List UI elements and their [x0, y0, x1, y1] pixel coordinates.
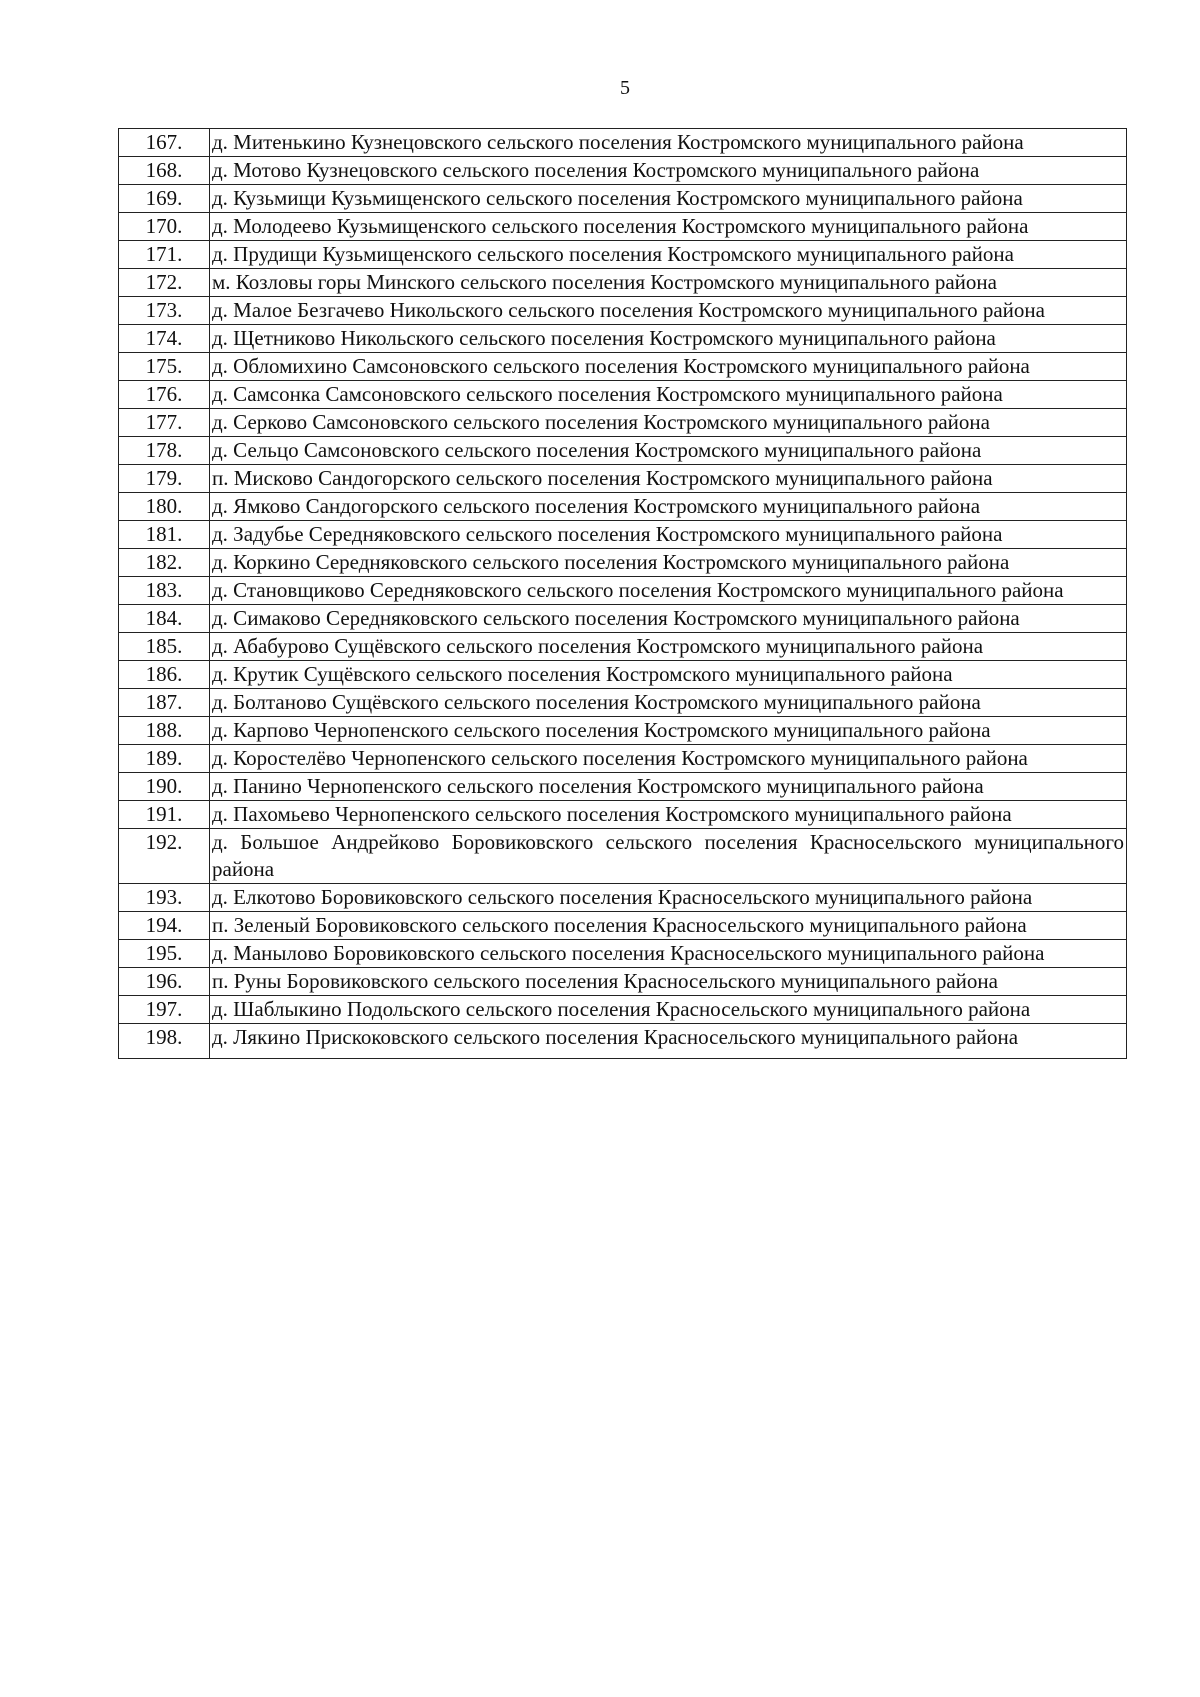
table-row: [119, 689, 1127, 717]
table-row: [119, 661, 1127, 689]
table-row: [119, 605, 1127, 633]
table-row: [119, 493, 1127, 521]
row-number-cell: 180.: [119, 493, 210, 521]
table-row: [119, 185, 1127, 213]
settlement-name-cell: д. Симаково Середняковского сельского поселения Костромского муниципального района: [210, 605, 1127, 633]
row-number-cell: 189.: [119, 745, 210, 773]
page-number: 5: [620, 77, 630, 99]
row-number-cell: 191.: [119, 801, 210, 829]
settlement-name-cell: д. Панино Чернопенского сельского поселения Костромского муниципального района: [210, 773, 1127, 801]
table-row: [119, 549, 1127, 577]
table-row: [119, 269, 1127, 297]
settlements-table: [118, 128, 1127, 1059]
row-number-cell: 184.: [119, 605, 210, 633]
table-row: [119, 940, 1127, 968]
table-row: [119, 213, 1127, 241]
table-row: [119, 633, 1127, 661]
settlement-name-cell: д. Елкотово Боровиковского сельского поселения Красносельского муниципального района: [210, 884, 1127, 912]
settlement-name-cell: п. Зеленый Боровиковского сельского поселения Красносельского муниципального района: [210, 912, 1127, 940]
settlement-name-cell: д. Митенькино Кузнецовского сельского поселения Костромского муниципального района: [210, 129, 1127, 157]
row-number-cell: 183.: [119, 577, 210, 605]
settlement-name-cell: д. Мотово Кузнецовского сельского поселения Костромского муниципального района: [210, 157, 1127, 185]
table-row: [119, 884, 1127, 912]
table-row: [119, 801, 1127, 829]
row-number-cell: 185.: [119, 633, 210, 661]
settlements-table-body: [119, 129, 1127, 1059]
table-row: [119, 381, 1127, 409]
row-number-cell: 181.: [119, 521, 210, 549]
settlement-name-cell: д. Кузьмищи Кузьмищенского сельского поселения Костромского муниципального района: [210, 185, 1127, 213]
table-row: [119, 521, 1127, 549]
row-number-cell: 190.: [119, 773, 210, 801]
settlement-name-cell: д. Ямково Сандогорского сельского поселения Костромского муниципального района: [210, 493, 1127, 521]
row-number-cell: 174.: [119, 325, 210, 353]
table-row: [119, 773, 1127, 801]
table-row: [119, 129, 1127, 157]
settlement-name-cell: д. Коростелёво Чернопенского сельского поселения Костромского муниципального района: [210, 745, 1127, 773]
row-number-cell: 178.: [119, 437, 210, 465]
settlement-name-cell: д. Манылово Боровиковского сельского поселения Красносельского муниципального района: [210, 940, 1127, 968]
table-row: [119, 577, 1127, 605]
row-number-cell: 195.: [119, 940, 210, 968]
row-number-cell: 197.: [119, 996, 210, 1024]
row-number-cell: 168.: [119, 157, 210, 185]
settlement-name-cell: д. Щетниково Никольского сельского поселения Костромского муниципального района: [210, 325, 1127, 353]
row-number-cell: 188.: [119, 717, 210, 745]
settlement-name-cell: д. Карпово Чернопенского сельского поселения Костромского муниципального района: [210, 717, 1127, 745]
row-number-cell: 187.: [119, 689, 210, 717]
row-number-cell: 192.: [119, 829, 210, 884]
settlement-name-cell: д. Шаблыкино Подольского сельского поселения Красносельского муниципального района: [210, 996, 1127, 1024]
settlement-name-cell: д. Задубье Середняковского сельского поселения Костромского муниципального района: [210, 521, 1127, 549]
table-row: [119, 745, 1127, 773]
table-row: [119, 1024, 1127, 1059]
table-row: [119, 241, 1127, 269]
row-number-cell: 172.: [119, 269, 210, 297]
settlement-name-cell: д. Абабурово Сущёвского сельского поселения Костромского муниципального района: [210, 633, 1127, 661]
settlement-name-cell: д. Коркино Середняковского сельского поселения Костромского муниципального района: [210, 549, 1127, 577]
table-row: [119, 465, 1127, 493]
row-number-cell: 193.: [119, 884, 210, 912]
table-row: [119, 829, 1127, 884]
settlement-name-cell: д. Становщиково Середняковского сельского поселения Костромского муниципального района: [210, 577, 1127, 605]
row-number-cell: 169.: [119, 185, 210, 213]
settlement-name-cell: д. Самсонка Самсоновского сельского поселения Костромского муниципального района: [210, 381, 1127, 409]
row-number-cell: 176.: [119, 381, 210, 409]
settlement-name-cell: д. Крутик Сущёвского сельского поселения Костромского муниципального района: [210, 661, 1127, 689]
settlement-name-cell: п. Мисково Сандогорского сельского поселения Костромского муниципального района: [210, 465, 1127, 493]
settlement-name-cell: д. Сельцо Самсоновского сельского поселения Костромского муниципального района: [210, 437, 1127, 465]
settlement-name-cell: д. Прудищи Кузьмищенского сельского поселения Костромского муниципального района: [210, 241, 1127, 269]
settlement-name-cell: д. Малое Безгачево Никольского сельского поселения Костромского муниципального района: [210, 297, 1127, 325]
row-number-cell: 175.: [119, 353, 210, 381]
settlement-name-cell: м. Козловы горы Минского сельского поселения Костромского муниципального района: [210, 269, 1127, 297]
table-row: [119, 996, 1127, 1024]
settlement-name-cell: д. Болтаново Сущёвского сельского поселения Костромского муниципального района: [210, 689, 1127, 717]
row-number-cell: 171.: [119, 241, 210, 269]
settlement-name-cell: д. Молодеево Кузьмищенского сельского поселения Костромского муниципального района: [210, 213, 1127, 241]
table-row: [119, 353, 1127, 381]
table-row: [119, 912, 1127, 940]
table-row: [119, 437, 1127, 465]
row-number-cell: 179.: [119, 465, 210, 493]
row-number-cell: 186.: [119, 661, 210, 689]
row-number-cell: 198.: [119, 1024, 210, 1059]
row-number-cell: 182.: [119, 549, 210, 577]
row-number-cell: 177.: [119, 409, 210, 437]
row-number-cell: 194.: [119, 912, 210, 940]
settlement-name-cell: д. Обломихино Самсоновского сельского поселения Костромского муниципального района: [210, 353, 1127, 381]
row-number-cell: 173.: [119, 297, 210, 325]
settlement-name-cell: д. Лякино Прискоковского сельского поселения Красносельского муниципального района: [210, 1024, 1127, 1059]
table-row: [119, 325, 1127, 353]
settlement-name-cell: п. Руны Боровиковского сельского поселения Красносельского муниципального района: [210, 968, 1127, 996]
row-number-cell: 196.: [119, 968, 210, 996]
table-row: [119, 717, 1127, 745]
table-row: [119, 297, 1127, 325]
row-number-cell: 170.: [119, 213, 210, 241]
settlement-name-cell: д. Пахомьево Чернопенского сельского поселения Костромского муниципального района: [210, 801, 1127, 829]
table-row: [119, 968, 1127, 996]
row-number-cell: 167.: [119, 129, 210, 157]
settlement-name-cell: д. Большое Андрейково Боровиковского сельского поселения Красносельского муниципального района: [210, 829, 1127, 884]
table-row: [119, 157, 1127, 185]
table-row: [119, 409, 1127, 437]
settlement-name-cell: д. Серково Самсоновского сельского поселения Костромского муниципального района: [210, 409, 1127, 437]
